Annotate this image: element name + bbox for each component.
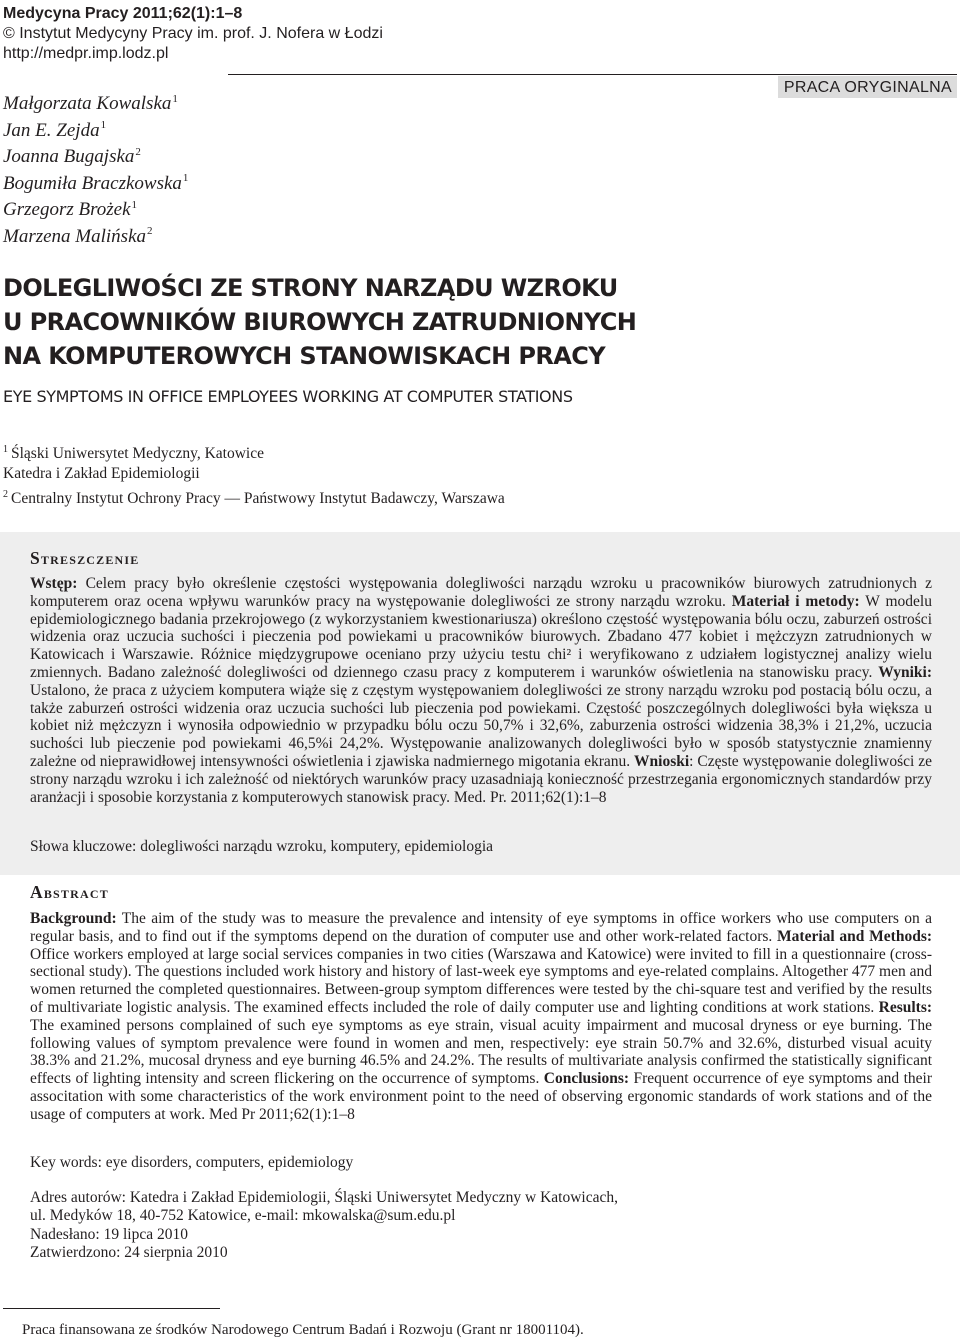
date-submitted: Nadesłano: 19 lipca 2010 bbox=[30, 1225, 188, 1243]
author: Jan E. Zejda$^1$ bbox=[3, 119, 107, 141]
author: Małgorzata Kowalska$^1$ bbox=[3, 92, 178, 114]
abstract-heading: Abstract bbox=[30, 882, 109, 902]
streszczenie-keywords: Słowa kluczowe: dolegliwości narządu wzroku, komputery, epidemiologia bbox=[30, 838, 494, 855]
footnote-rule bbox=[3, 1308, 220, 1309]
address-line: Adres autorów: Katedra i Zakład Epidemiologii, Śląski Uniwersytet Medyczny w Katowicach, bbox=[30, 1189, 618, 1206]
abstract-body: Background: The aim of the study was to measure the prevalence and intensity of eye symptoms in office workers who use computers on a regular basis, and to find out if the symptoms depend on the duration of computer use and other work-related factors. Material and Methods: Office workers employed at large social services companies in two cities (Warszawa and Katowice) were invited to fill in a questionnaire (cross-sectional study). The questions included work history and history of last-week eye symptoms and eye-related complains. Altogether 477 men and women returned the completed questionnaires. Between-group symptom differences were tested by the chi-square test and verified by the results of multivariate logistic analysis. The examined effects included the role of daily computer use and lighting conditions at work stations. Results: The examined persons complained of such eye symptoms as eye strain, visual acuity impairment and mucosal dryness or eye burning. The following values of symptom prevalence were found in women and men, respectively: eye strain 50.7% and 32.6%, disturbed visual acuity 38.3% and 21.2%, mucosal dryness and eye burning 46.5% and 24.2%. The results of multivariate analysis confirmed the statistically significant effects of lighting intensity and screen flickering on the occurrence of symptoms. Conclusions: Frequent occurrence of eye symptoms and their associtation with some characteristics of the work environment point to the need of observing ergonomic standards of work stations and of the usage of computers at work. Med Pr 2011;62(1):1–8 bbox=[30, 910, 933, 1123]
author: Bogumiła Braczkowska$^1$ bbox=[3, 172, 189, 194]
date-approved: Zatwierdzono: 24 sierpnia 2010 bbox=[30, 1243, 228, 1261]
address-line: ul. Medyków 18, 40-752 Katowice, e-mail: mkowalska@sum.edu.pl bbox=[30, 1207, 456, 1225]
title-line: DOLEGLIWOŚCI ZE STRONY NARZĄDU WZROKU bbox=[3, 274, 618, 302]
article-type-label: PRACA ORYGINALNA bbox=[778, 76, 957, 98]
author: Marzena Malińska$^2$ bbox=[3, 225, 153, 247]
journal-title: Medycyna Pracy 2011;62(1):1–8 bbox=[3, 5, 243, 22]
author: Grzegorz Brożek$^1$ bbox=[3, 198, 138, 220]
author-address bbox=[30, 1189, 618, 1262]
title-english: EYE SYMPTOMS IN OFFICE EMPLOYEES WORKING AT COMPUTER STATIONS bbox=[3, 387, 573, 406]
header-rule bbox=[228, 74, 957, 75]
streszczenie-body: Wstęp: Celem pracy było określenie częstości występowania dolegliwości narządu wzroku u pracowników biurowych zatrudnionych z komputerem oraz ocena wpływu warunków pracy na występowanie dolegliwości ze strony narządu wzroku. Materiał i metody: W modelu epidemiologicznego badania przekrojowego (z wykorzystaniem kwestionariusza) określono częstość występowania bólu oczu, zaburzeń ostrości widzenia oraz uczucia suchości i pieczenia pod powiekami u pracowników biurowych. Zbadano 477 kobiet i mężczyzn zatrudnionych w Katowicach i Warszawie. Różnice międzygrupowe oceniano przy użyciu testu chi² i weryfikowano z udziałem logistycznej analizy wielu zmiennych. Badano zależność dolegliwości od dziennego czasu pracy z komputerem i warunków oświetlenia na stanowisku pracy. Wyniki: Ustalono, że praca z użyciem komputera wiąże się z częstym występowaniem dolegliwości ze strony narządu wzroku pod postacią bólu oczu, a także zaburzeń ostrości widzenia oraz uczucia suchości lub pieczenia pod powiekami. Częstość poszczególnych dolegliwości była większa u kobiet niż mężczyzn i wynosiła odpowiednio w przypadku bólu oczu 50,7% i 32,6%, zaburzenia ostrości widzenia 38,3% i 21,2%, uczucia suchości lub pieczenie pod powiekami 46,5%i 24,2%. Występowanie analizowanych dolegliwości było w sposób statystycznie znamienny zależne od nieprawidłowej intensywności oświetlenia i zjawiska nadmiernego migotania ekranu. Wnioski: Częste występowanie dolegliwości ze strony narządu wzroku i ich zależność od niektórych warunków pracy uzasadniają konieczność przestrzegania ergonomicznych standardów przy aranżacji i sposobie korzystania z komputerowych stanowisk pracy. Med. Pr. 2011;62(1):1–8 bbox=[30, 575, 932, 806]
title-polish bbox=[3, 271, 636, 373]
author-list bbox=[3, 91, 188, 250]
title-line: NA KOMPUTEROWYCH STANOWISKACH PRACY bbox=[3, 342, 606, 370]
journal-url[interactable]: http://medpr.imp.lodz.pl bbox=[3, 45, 169, 62]
affiliation-2: $^2$ Centralny Instytut Ochrony Pracy — Państwowy Instytut Badawczy, Warszawa bbox=[3, 488, 505, 507]
author: Joanna Bugajska$^2$ bbox=[3, 145, 141, 167]
streszczenie-heading: Streszczenie bbox=[30, 548, 140, 568]
abstract-keywords: Key words: eye disorders, computers, epidemiology bbox=[30, 1154, 354, 1171]
affiliations bbox=[3, 440, 505, 509]
journal-header bbox=[3, 4, 383, 64]
journal-copyright: © Instytut Medycyny Pracy im. prof. J. Nofera w Łodzi bbox=[3, 25, 383, 42]
affiliation-1-dept: Katedra i Zakład Epidemiologii bbox=[3, 465, 200, 483]
funding-footnote: Praca finansowana ze środków Narodowego Centrum Badań i Rozwoju (Grant nr 18001104). bbox=[22, 1322, 584, 1338]
affiliation-1: $^1$ Śląski Uniwersytet Medyczny, Katowice bbox=[3, 444, 264, 463]
title-line: U PRACOWNIKÓW BIUROWYCH ZATRUDNIONYCH bbox=[3, 308, 637, 336]
